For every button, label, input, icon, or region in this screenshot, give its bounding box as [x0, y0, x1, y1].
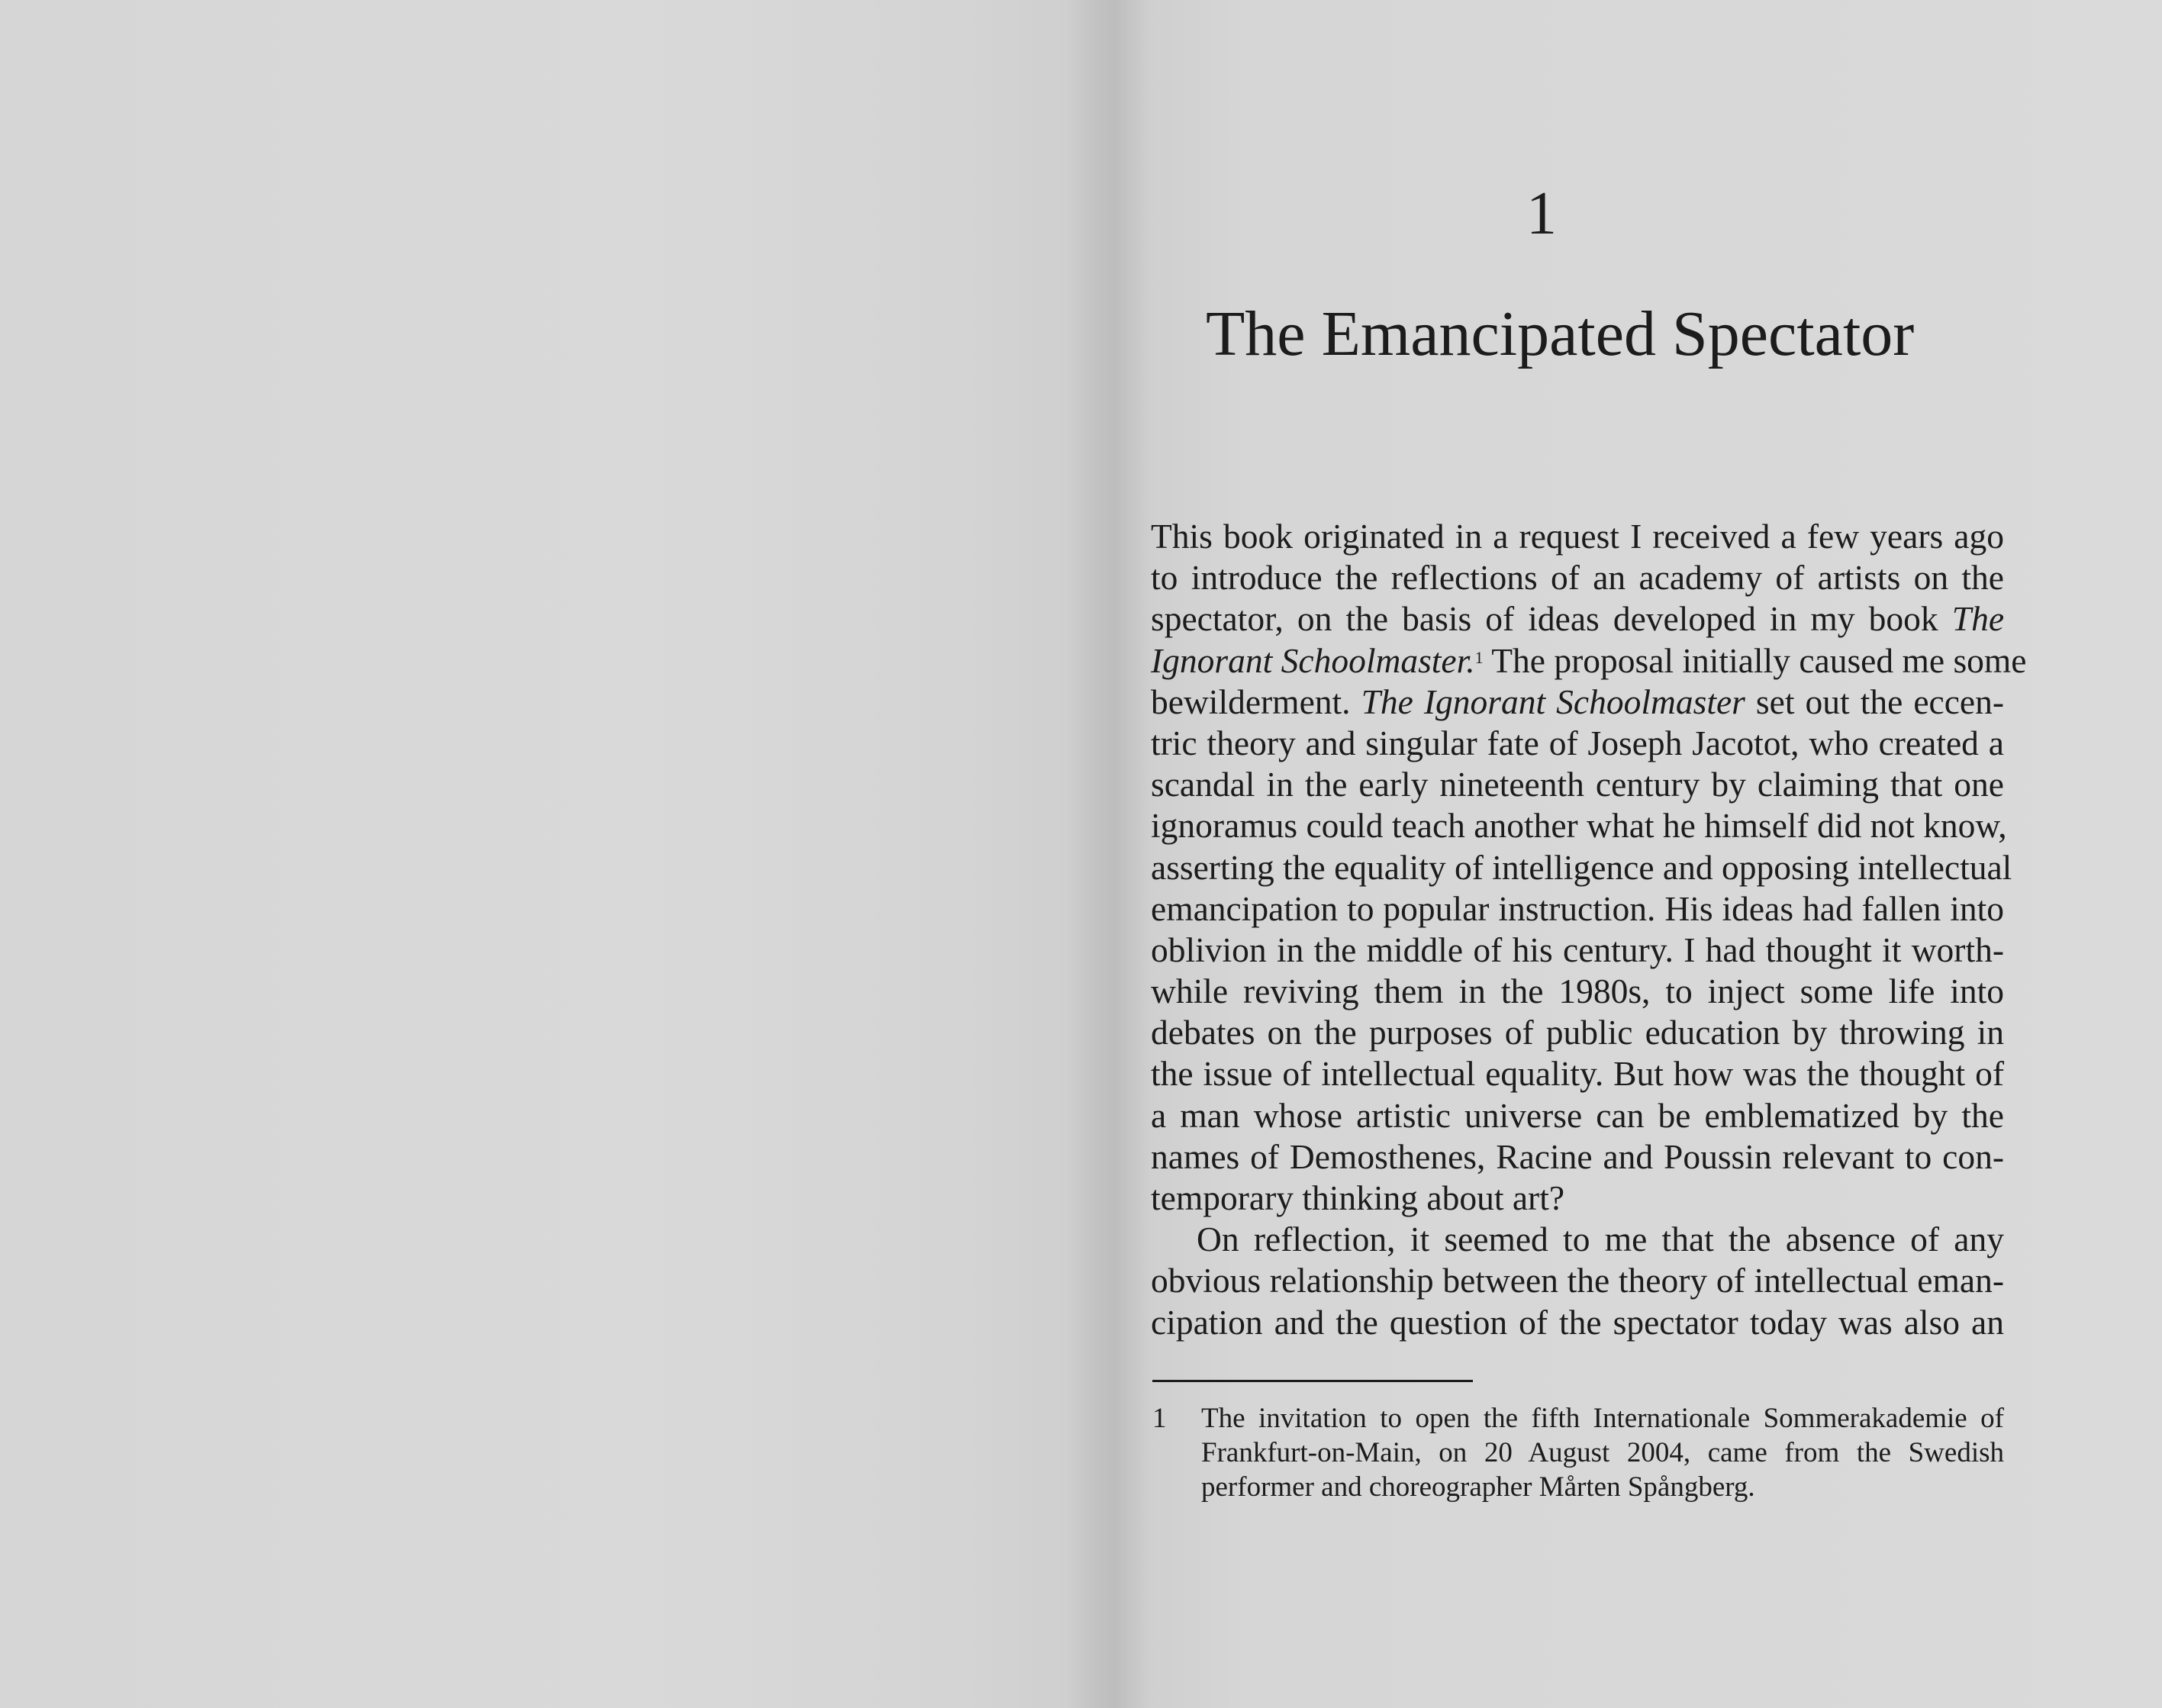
- book-gutter: [1065, 0, 1156, 1708]
- text-segment: spectator, on the basis of ideas developed in my book: [1151, 599, 1938, 639]
- text-line: [1151, 640, 2027, 682]
- text-line: a man whose artistic universe can be emblematized by the: [1151, 1095, 2004, 1135]
- chapter-number: 1: [1526, 180, 1557, 247]
- text-line: while reviving them in the 1980s, to inject some life into: [1151, 972, 2004, 1011]
- book-title-italic: Ignorant Schoolmaster.: [1151, 640, 1475, 680]
- text-segment: set out the eccen-: [1755, 682, 2005, 721]
- footnote-divider: [1152, 1380, 1473, 1382]
- text-line: obvious relationship between the theory of intellectual eman-: [1151, 1261, 2004, 1300]
- text-line: [1151, 682, 2004, 723]
- text-line: This book originated in a request I received a few years ago: [1151, 517, 2004, 556]
- text-line: the issue of intellectual equality. But how was the thought of: [1151, 1054, 2004, 1094]
- text-line: emancipation to popular instruction. His ideas had fallen into: [1151, 888, 2004, 928]
- text-line: asserting the equality of intelligence and opposing intellectual: [1151, 847, 2012, 887]
- text-line: ignoramus could teach another what he himself did not know,: [1151, 806, 2007, 846]
- footnote-number: 1: [1152, 1403, 1167, 1434]
- chapter-body-text: [1151, 516, 2027, 1343]
- text-line: cipation and the question of the spectator today was also an: [1151, 1302, 2004, 1342]
- text-line: [1151, 598, 2004, 640]
- footnote-line: Frankfurt-on-Main, on 20 August 2004, came from the Swedish: [1201, 1437, 2004, 1468]
- text-line: to introduce the reflections of an academy of artists on the: [1151, 558, 2004, 598]
- footnote-line: The invitation to open the fifth Internationale Sommerakademie of: [1201, 1403, 2004, 1434]
- text-line: tric theory and singular fate of Joseph Jacotot, who created a: [1151, 723, 2004, 762]
- text-line: On reflection, it seemed to me that the absence of any: [1197, 1220, 2004, 1259]
- footnote-reference[interactable]: 1: [1474, 647, 1484, 667]
- book-title-italic: The: [1951, 599, 2005, 639]
- text-line: scandal in the early nineteenth century by claiming that one: [1151, 765, 2004, 804]
- chapter-title: The Emancipated Spectator: [1206, 298, 1915, 369]
- footnote-line: performer and choreographer Mårten Spångberg.: [1201, 1471, 1755, 1503]
- book-title-italic: The Ignorant Schoolmaster: [1361, 682, 1745, 721]
- text-line: names of Demosthenes, Racine and Poussin relevant to con-: [1151, 1136, 2004, 1176]
- footnote-text: [1201, 1401, 2004, 1504]
- text-segment: The proposal initially caused me some: [1491, 640, 2027, 680]
- text-segment: bewilderment.: [1151, 682, 1351, 721]
- text-line: oblivion in the middle of his century. I had thought it worth-: [1151, 930, 2004, 969]
- text-line: debates on the purposes of public education by throwing in: [1151, 1013, 2004, 1052]
- left-page-blank: [0, 0, 1068, 1708]
- text-line: temporary thinking about art?: [1151, 1178, 1565, 1217]
